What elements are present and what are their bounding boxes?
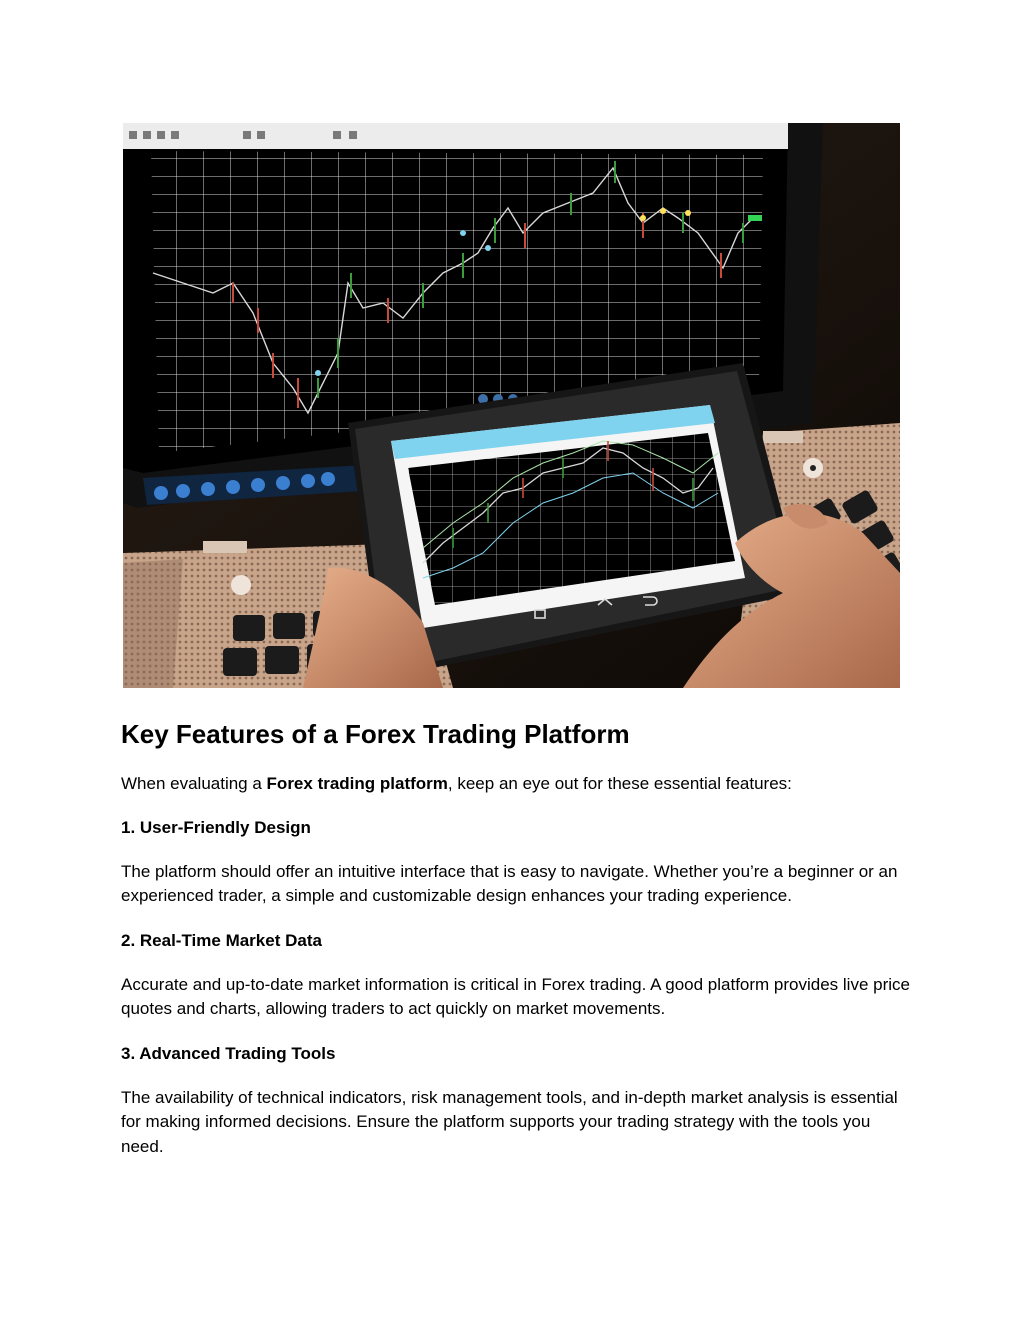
intro-text-before: When evaluating a bbox=[121, 774, 267, 793]
section-heading-user-friendly-design: 1. User-Friendly Design bbox=[121, 817, 311, 837]
intro-text-after: , keep an eye out for these essential features: bbox=[447, 774, 792, 793]
article bbox=[121, 713, 911, 1159]
section-body-advanced-trading-tools: The availability of technical indicators, risk management tools, and in-depth market analysis is essential for making informed decisions. Ensure the platform supports your trading strategy with the tools you need. bbox=[121, 1087, 898, 1156]
trading-charts-photo bbox=[123, 123, 900, 688]
page-title: Key Features of a Forex Trading Platform bbox=[121, 719, 630, 749]
section-heading-advanced-trading-tools: 3. Advanced Trading Tools bbox=[121, 1043, 336, 1063]
section-heading-real-time-market-data: 2. Real-Time Market Data bbox=[121, 930, 322, 950]
intro-bold-term: Forex trading platform bbox=[266, 774, 448, 793]
section-body-real-time-market-data: Accurate and up-to-date market information is critical in Forex trading. A good platform provides live price quotes and charts, allowing traders to act quickly on market movements. bbox=[121, 974, 910, 1018]
intro-paragraph bbox=[121, 772, 911, 797]
section-body-user-friendly-design: The platform should offer an intuitive interface that is easy to navigate. Whether you’re a beginner or an experienced trader, a simple and customizable design enhances your trading experience. bbox=[121, 861, 898, 905]
